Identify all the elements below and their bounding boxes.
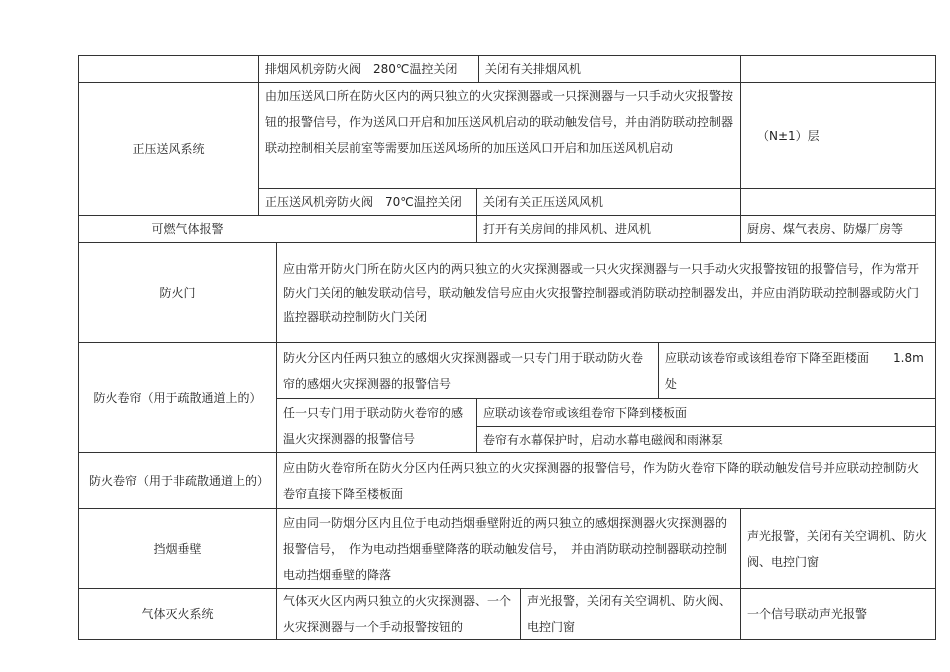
r3-system-cell — [78, 215, 476, 242]
r5-act2b-cell — [476, 426, 936, 452]
r8-scope: 一个信号联动声光报警 — [747, 607, 868, 621]
r2-condition: 由加压送风口所在防火区内的两只独立的火灾探测器或一只探测器与一只手动火灾报警按钮的报警信号，作为送风口开启和加压送风机启动的联动触发信号，并由消防联动控制器联动控制相关层前室等需要加压送风场所的加压送风口开启和加压送风机启动 — [265, 89, 734, 155]
r1-condition: 排烟风机旁防火阀 280℃温控关闭 — [265, 62, 458, 76]
r7-action: 声光报警，关闭有关空调机、防火阀、电控门窗 — [747, 528, 928, 569]
r7-system-cell — [78, 508, 276, 588]
r2-sub-scope-cell — [740, 188, 936, 215]
r1-action: 关闭有关排烟风机 — [485, 62, 582, 76]
r5-system: 防火卷帘（用于疏散通道上的） — [93, 390, 262, 405]
r5-act2a: 应联动该卷帘或该组卷帘下降到楼板面 — [483, 405, 688, 420]
r6-system: 防火卷帘（用于非疏散通道上的） — [89, 473, 270, 488]
r3-scope-cell — [740, 215, 936, 242]
r4-system-cell — [78, 242, 276, 342]
r1-scope-cell — [740, 55, 936, 82]
r3-action: 打开有关房间的排风机、进风机 — [483, 222, 652, 236]
r2-scope-cell — [740, 82, 936, 188]
r7-action-cell — [740, 508, 936, 588]
r1-condition-cell — [258, 55, 478, 82]
r6-content: 应由防火卷帘所在防火分区内任两只独立的火灾探测器的报警信号，作为防火卷帘下降的联动触发信号并应联动控制防火卷帘直接下降至楼板面 — [283, 460, 920, 501]
r2-condition-cell — [258, 82, 740, 188]
r8-action-cell — [520, 588, 740, 640]
r2-sub-condition: 正压送风机旁防火阀 70℃温控关闭 — [265, 195, 462, 209]
r7-condition: 应由同一防烟分区内且位于电动挡烟垂壁附近的两只独立的感烟探测器火灾探测器的报警信号， 作为电动挡烟垂壁降落的联动触发信号， 并由消防联动控制器联动控制电动挡烟垂壁的降落 — [283, 515, 728, 582]
r8-condition-cell — [276, 588, 520, 640]
r7-condition-cell — [276, 508, 740, 588]
r6-content-cell — [276, 452, 936, 508]
r3-system: 可燃气体报警 — [151, 222, 224, 236]
r7-system: 挡烟垂壁 — [153, 541, 202, 556]
r2-system-cell — [78, 82, 258, 215]
r8-system-cell — [78, 588, 276, 640]
r5-system-cell — [78, 342, 276, 452]
r5-cond2: 任一只专门用于联动防火卷帘的感温火灾探测器的报警信号 — [283, 405, 464, 446]
r8-action: 声光报警，关闭有关空调机、防火阀、电控门窗 — [527, 594, 732, 634]
r6-system-cell — [78, 452, 276, 508]
r5-cond2-cell — [276, 398, 476, 452]
r5-act1: 应联动该卷帘或该组卷帘下降至距楼面 1.8m处 — [665, 350, 924, 391]
r3-action-cell — [476, 215, 740, 242]
r8-condition: 气体灭火区内两只独立的火灾探测器、一个火灾探测器与一个手动报警按钮的 — [283, 594, 512, 634]
r2-scope: （N±1）层 — [757, 128, 820, 143]
r1-action-cell — [478, 55, 740, 82]
r2-sub-condition-cell — [258, 188, 476, 215]
r5-act2a-cell — [476, 398, 936, 426]
r5-act2b: 卷帘有水幕保护时，启动水幕电磁阀和雨淋泵 — [483, 432, 724, 447]
r5-cond1: 防火分区内任两只独立的感烟火灾探测器或一只专门用于联动防火卷帘的感烟火灾探测器的报警信号 — [283, 350, 644, 391]
r4-content-cell — [276, 242, 936, 342]
r2-sub-action: 关闭有关正压送风风机 — [483, 195, 604, 209]
r2-system: 正压送风系统 — [132, 142, 205, 156]
r5-act1-cell — [658, 342, 936, 398]
r5-cond1-cell — [276, 342, 658, 398]
r4-system: 防火门 — [159, 285, 196, 300]
r8-scope-cell — [740, 588, 936, 640]
r4-content: 应由常开防火门所在防火区内的两只独立的火灾探测器或一只火灾探测器与一只手动火灾报警按钮的报警信号，作为常开防火门关闭的触发联动信号，联动触发信号应由火灾报警控制器或消防联动控制器发出，并应由消防联动控制器或防火门监控器联动控制防火门关闭 — [283, 261, 920, 324]
r2-sub-action-cell — [476, 188, 740, 215]
r8-system: 气体灭火系统 — [141, 607, 214, 621]
r1-system-cell — [78, 55, 258, 82]
r3-scope: 厨房、煤气表房、防爆厂房等 — [747, 222, 904, 236]
